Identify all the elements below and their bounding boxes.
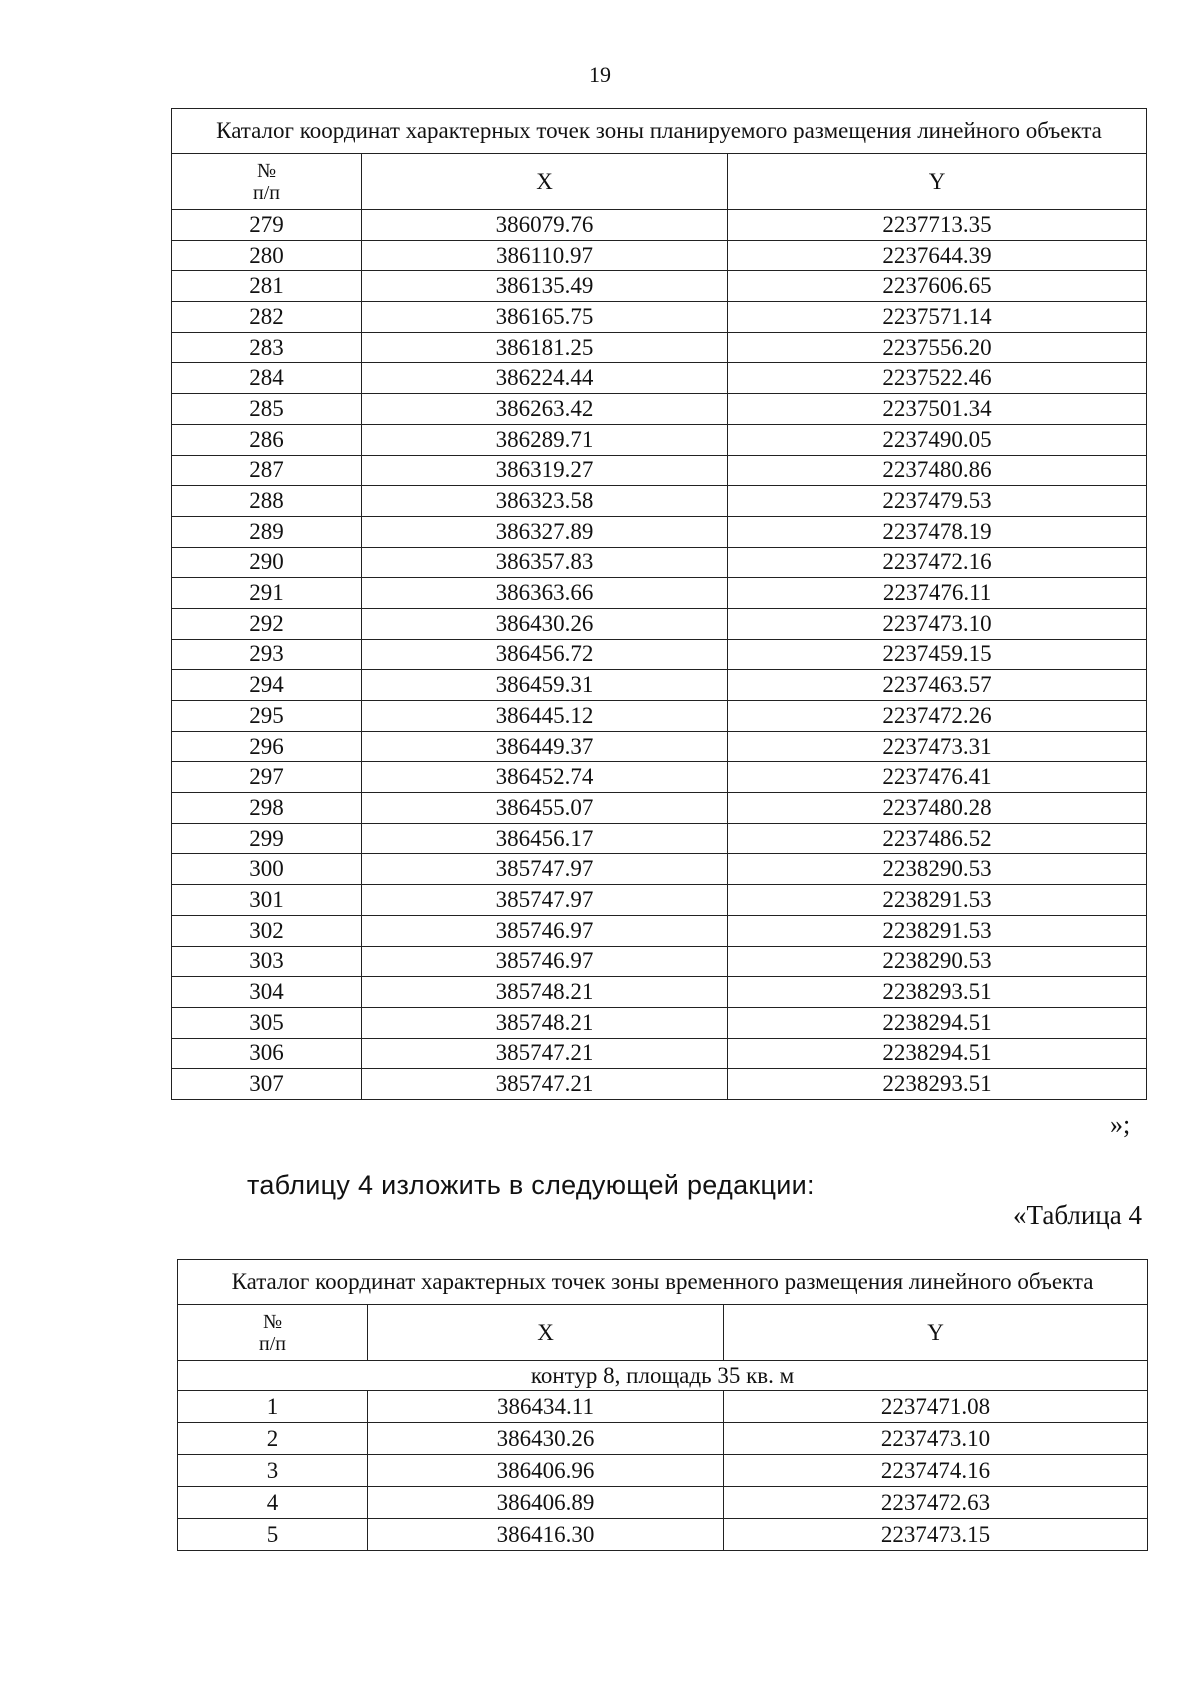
cell-y: 2237478.19 (728, 516, 1147, 547)
table-row (178, 1487, 1148, 1519)
cell-number: 299 (172, 823, 362, 854)
cell-number: 287 (172, 455, 362, 486)
table-row (178, 1423, 1148, 1455)
column-header-number (172, 154, 362, 210)
cell-x: 386224.44 (362, 363, 728, 394)
page-number: 19 (589, 62, 611, 87)
cell-y: 2237463.57 (728, 670, 1147, 701)
table-row (172, 210, 1147, 241)
cell-x: 386430.26 (368, 1423, 724, 1455)
cell-number: 4 (178, 1487, 368, 1519)
cell-y: 2237473.15 (724, 1519, 1148, 1551)
table-body (178, 1391, 1148, 1551)
cell-number: 2 (178, 1423, 368, 1455)
cell-number: 303 (172, 946, 362, 977)
cell-number: 307 (172, 1069, 362, 1100)
column-header-number (178, 1305, 368, 1361)
cell-y: 2237472.63 (724, 1487, 1148, 1519)
cell-y: 2237474.16 (724, 1455, 1148, 1487)
cell-number: 286 (172, 424, 362, 455)
cell-x: 386434.11 (368, 1391, 724, 1423)
cell-x: 386459.31 (362, 670, 728, 701)
cell-x: 386416.30 (368, 1519, 724, 1551)
cell-number: 279 (172, 210, 362, 241)
cell-y: 2237479.53 (728, 486, 1147, 517)
table-row (172, 455, 1147, 486)
table-row (172, 915, 1147, 946)
coordinates-table-temporary (177, 1259, 1148, 1551)
table-row (172, 578, 1147, 609)
cell-number: 294 (172, 670, 362, 701)
cell-y: 2237644.39 (728, 240, 1147, 271)
cell-x: 386406.89 (368, 1487, 724, 1519)
cell-number: 283 (172, 332, 362, 363)
table-row (172, 547, 1147, 578)
cell-y: 2237480.28 (728, 793, 1147, 824)
cell-number: 282 (172, 302, 362, 333)
cell-number: 288 (172, 486, 362, 517)
cell-number: 290 (172, 547, 362, 578)
cell-x: 386456.17 (362, 823, 728, 854)
cell-y: 2237476.41 (728, 762, 1147, 793)
table-row (172, 946, 1147, 977)
table-row (178, 1455, 1148, 1487)
cell-y: 2237571.14 (728, 302, 1147, 333)
cell-x: 386323.58 (362, 486, 728, 517)
cell-y: 2238291.53 (728, 885, 1147, 916)
cell-number: 281 (172, 271, 362, 302)
column-header-x: X (368, 1305, 724, 1361)
cell-number: 289 (172, 516, 362, 547)
cell-x: 386445.12 (362, 701, 728, 732)
cell-y: 2237472.26 (728, 701, 1147, 732)
table-row (172, 731, 1147, 762)
table-row (178, 1519, 1148, 1551)
table-row (172, 823, 1147, 854)
cell-x: 386135.49 (362, 271, 728, 302)
header-number-abbrev: п/п (253, 181, 280, 204)
cell-number: 297 (172, 762, 362, 793)
table-row (172, 639, 1147, 670)
cell-y: 2237459.15 (728, 639, 1147, 670)
coordinates-table-planned (171, 108, 1147, 1100)
cell-number: 292 (172, 608, 362, 639)
cell-y: 2237473.31 (728, 731, 1147, 762)
cell-x: 386079.76 (362, 210, 728, 241)
table-row (172, 977, 1147, 1008)
table-row (172, 394, 1147, 425)
cell-number: 5 (178, 1519, 368, 1551)
table-caption: Каталог координат характерных точек зоны планируемого размещения линейного объекта (172, 109, 1147, 154)
table-row (172, 762, 1147, 793)
cell-y: 2238293.51 (728, 977, 1147, 1008)
table-row (172, 1007, 1147, 1038)
table-row (172, 516, 1147, 547)
table-label: «Таблица 4 (1013, 1200, 1142, 1230)
table-row (172, 701, 1147, 732)
cell-x: 386289.71 (362, 424, 728, 455)
cell-x: 386181.25 (362, 332, 728, 363)
header-number-symbol: № (262, 1310, 283, 1333)
cell-y: 2237606.65 (728, 271, 1147, 302)
cell-x: 386452.74 (362, 762, 728, 793)
cell-number: 284 (172, 363, 362, 394)
cell-x: 386363.66 (362, 578, 728, 609)
cell-number: 1 (178, 1391, 368, 1423)
cell-y: 2237476.11 (728, 578, 1147, 609)
cell-y: 2238294.51 (728, 1038, 1147, 1069)
cell-y: 2237471.08 (724, 1391, 1148, 1423)
cell-number: 295 (172, 701, 362, 732)
cell-x: 386456.72 (362, 639, 728, 670)
section-row: контур 8, площадь 35 кв. м (178, 1361, 1148, 1391)
cell-y: 2237490.05 (728, 424, 1147, 455)
cell-x: 386455.07 (362, 793, 728, 824)
cell-y: 2238290.53 (728, 854, 1147, 885)
table-row (172, 1038, 1147, 1069)
instruction-text: таблицу 4 изложить в следующей редакции: (247, 1170, 815, 1200)
cell-x: 386327.89 (362, 516, 728, 547)
cell-number: 300 (172, 854, 362, 885)
table-row (172, 302, 1147, 333)
cell-x: 385747.21 (362, 1038, 728, 1069)
table-row (172, 424, 1147, 455)
table-row (172, 854, 1147, 885)
cell-x: 386263.42 (362, 394, 728, 425)
cell-x: 386357.83 (362, 547, 728, 578)
cell-x: 386449.37 (362, 731, 728, 762)
cell-number: 301 (172, 885, 362, 916)
cell-x: 385746.97 (362, 946, 728, 977)
table-row (172, 1069, 1147, 1100)
table-row (172, 793, 1147, 824)
table-row (172, 332, 1147, 363)
cell-x: 386406.96 (368, 1455, 724, 1487)
cell-x: 385747.97 (362, 854, 728, 885)
cell-x: 386165.75 (362, 302, 728, 333)
cell-number: 296 (172, 731, 362, 762)
cell-number: 293 (172, 639, 362, 670)
cell-number: 3 (178, 1455, 368, 1487)
table-row (172, 271, 1147, 302)
cell-y: 2238293.51 (728, 1069, 1147, 1100)
cell-number: 291 (172, 578, 362, 609)
column-header-y: Y (728, 154, 1147, 210)
cell-x: 386110.97 (362, 240, 728, 271)
cell-number: 302 (172, 915, 362, 946)
closing-quote: »; (1110, 1110, 1131, 1139)
cell-x: 385747.21 (362, 1069, 728, 1100)
table-row (172, 885, 1147, 916)
header-number-symbol: № (256, 159, 277, 182)
cell-y: 2237522.46 (728, 363, 1147, 394)
cell-y: 2237713.35 (728, 210, 1147, 241)
cell-number: 305 (172, 1007, 362, 1038)
table-row (172, 608, 1147, 639)
cell-x: 385748.21 (362, 977, 728, 1008)
cell-y: 2238290.53 (728, 946, 1147, 977)
cell-y: 2237501.34 (728, 394, 1147, 425)
cell-y: 2238291.53 (728, 915, 1147, 946)
cell-y: 2237473.10 (724, 1423, 1148, 1455)
cell-x: 385747.97 (362, 885, 728, 916)
cell-x: 386430.26 (362, 608, 728, 639)
cell-x: 386319.27 (362, 455, 728, 486)
cell-y: 2237480.86 (728, 455, 1147, 486)
cell-number: 280 (172, 240, 362, 271)
table-caption: Каталог координат характерных точек зоны временного размещения линейного объекта (178, 1260, 1148, 1305)
table-row (172, 486, 1147, 517)
column-header-x: X (362, 154, 728, 210)
cell-y: 2237486.52 (728, 823, 1147, 854)
cell-x: 385746.97 (362, 915, 728, 946)
table-row (172, 670, 1147, 701)
cell-number: 298 (172, 793, 362, 824)
cell-y: 2237472.16 (728, 547, 1147, 578)
table-row (172, 363, 1147, 394)
cell-y: 2238294.51 (728, 1007, 1147, 1038)
cell-y: 2237473.10 (728, 608, 1147, 639)
cell-y: 2237556.20 (728, 332, 1147, 363)
table-body (172, 210, 1147, 1100)
header-number-abbrev: п/п (259, 1332, 286, 1355)
cell-number: 306 (172, 1038, 362, 1069)
table-row (172, 240, 1147, 271)
cell-x: 385748.21 (362, 1007, 728, 1038)
table-row (178, 1391, 1148, 1423)
cell-number: 304 (172, 977, 362, 1008)
cell-number: 285 (172, 394, 362, 425)
column-header-y: Y (724, 1305, 1148, 1361)
